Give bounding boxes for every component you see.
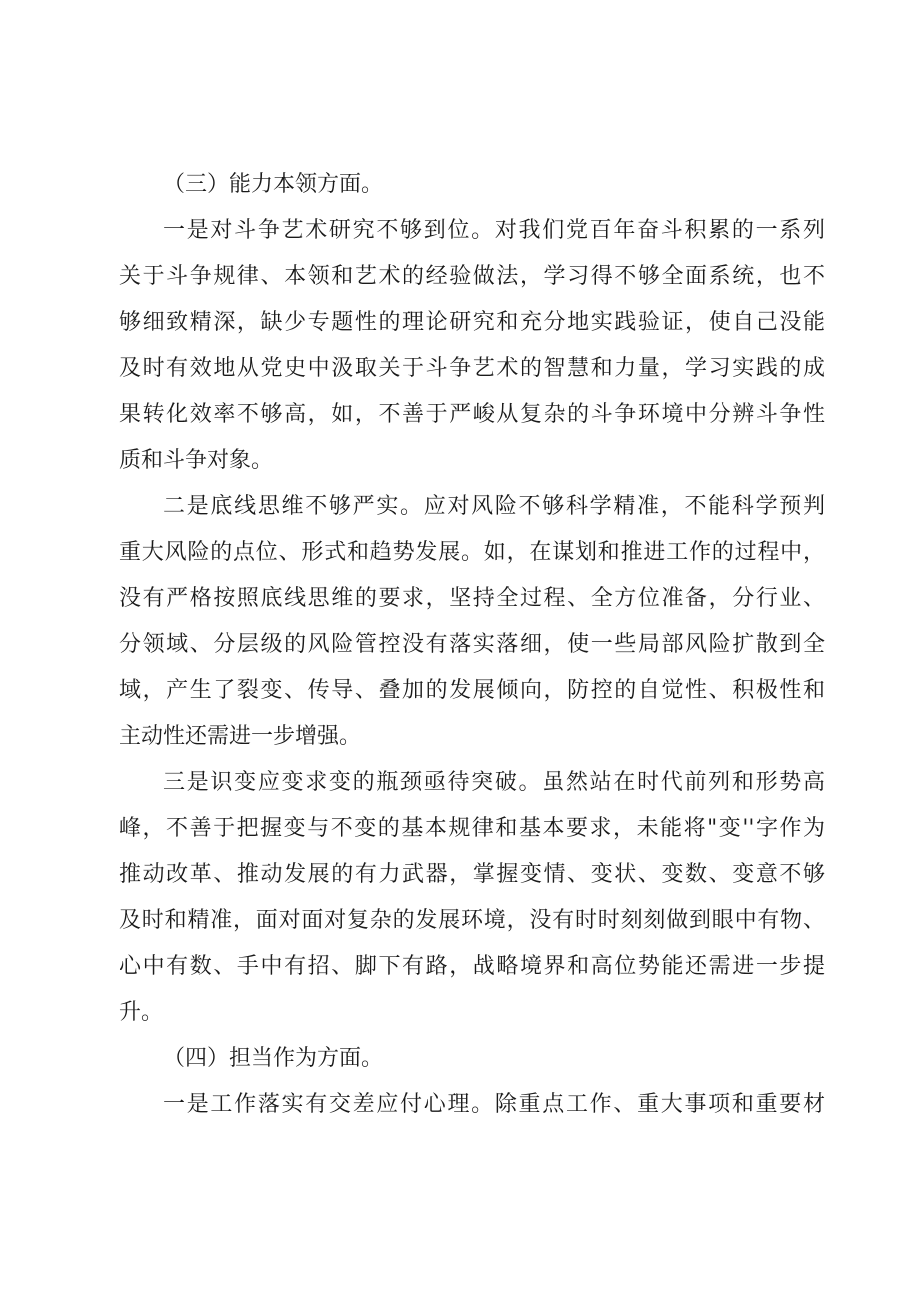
paragraph-line: 一是工作落实有交差应付心理。除重点工作、重大事项和重要材 (163, 1092, 825, 1117)
paragraph-line: 够细致精深，缺少专题性的理论研究和充分地实践验证，使自己没能 (119, 310, 825, 335)
paragraph-line: 关于斗争规律、本领和艺术的经验做法，学习得不够全面系统，也不 (119, 264, 825, 289)
paragraph-line: 一是对斗争艺术研究不够到位。对我们党百年奋斗积累的一系列 (163, 218, 825, 243)
paragraph-line: 没有严格按照底线思维的要求，坚持全过程、全方位准备，分行业、 (119, 586, 825, 611)
paragraph-line: 推动改革、推动发展的有力武器，掌握变情、变状、变数、变意不够 (119, 862, 825, 887)
paragraph-line: 三是识变应变求变的瓶颈亟待突破。虽然站在时代前列和形势高 (163, 770, 825, 795)
paragraph-line: 域，产生了裂变、传导、叠加的发展倾向，防控的自觉性、积极性和 (119, 678, 825, 703)
paragraph-line: 重大风险的点位、形式和趋势发展。如，在谋划和推进工作的过程中， (119, 540, 825, 565)
paragraph-line: 主动性还需进一步增强。 (119, 724, 362, 749)
paragraph-line: 分领域、分层级的风险管控没有落实落细，使一些局部风险扩散到全 (119, 632, 825, 657)
section-heading-3: （三）能力本领方面。 (163, 172, 384, 197)
paragraph-line: 果转化效率不够高，如，不善于严峻从复杂的斗争环境中分辨斗争性 (119, 402, 825, 427)
paragraph-line: 升。 (119, 1000, 164, 1025)
paragraph-line: 质和斗争对象。 (119, 448, 274, 473)
paragraph-line: 及时有效地从党史中汲取关于斗争艺术的智慧和力量，学习实践的成 (119, 356, 825, 381)
section-heading-4: （四）担当作为方面。 (163, 1046, 384, 1071)
paragraph-line: 及时和精准，面对面对复杂的发展环境，没有时时刻刻做到眼中有物、 (119, 908, 825, 933)
paragraph-line: 峰，不善于把握变与不变的基本规律和基本要求，未能将"变''字作为 (119, 816, 825, 841)
paragraph-line: 心中有数、手中有招、脚下有路，战略境界和高位势能还需进一步提 (119, 954, 825, 979)
paragraph-line: 二是底线思维不够严实。应对风险不够科学精准，不能科学预判 (163, 494, 825, 519)
